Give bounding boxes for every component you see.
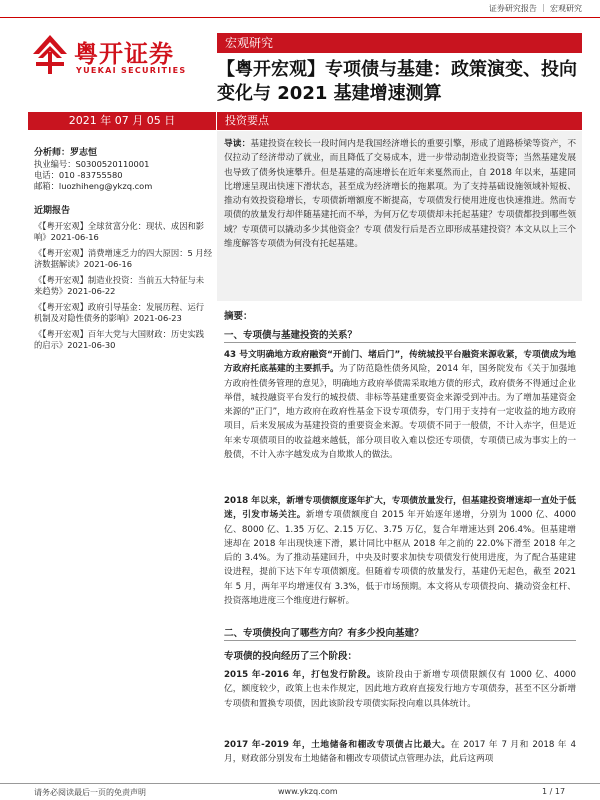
paragraph-4	[224, 738, 576, 767]
recent-report-item[interactable]: 《【粤开宏观】政府引导基金：发展历程、运行机制及对隐性债务的影响》2021-06-23	[34, 302, 205, 323]
summary-lead: 导读：	[224, 139, 251, 149]
section-2-subheading: 专项债的投向经历了三个阶段：	[224, 651, 358, 662]
paragraph-3-body: 该阶段由于新增专项债限额仅有 1000 亿、4000 亿，额度较少，政策上也未作规定，因此地方政府直接发行地方专项债券，甚至不区分新增专项债和置换专项债，因此该阶段专项债实际投向难以具体统计。	[224, 670, 576, 709]
page-number: 1 / 17	[542, 787, 566, 796]
category-banner: 宏观研究	[217, 33, 582, 53]
analyst-license: 执业编号：S0300520110001	[34, 159, 150, 169]
abstract-heading: 摘要：	[224, 311, 253, 322]
footer-divider	[0, 783, 600, 784]
paragraph-3	[224, 668, 576, 711]
summary-text	[224, 137, 576, 251]
paragraph-2-lead: 2018 年以来，新增专项债额度逐年扩大，专项债放量发行，但基建投资增速却一直处于低迷，引发市场关注。	[224, 496, 576, 521]
paragraph-1-lead: 43 号文明确地方政府融资“开前门、堵后门”，传统城投平台融资来源收紧，专项债成为地方政府托底基建的主要抓手。	[224, 350, 576, 375]
recent-report-item[interactable]: 《【粤开宏观】消费增速乏力的四大原因：5 月经济数据解读》2021-06-16	[34, 248, 213, 269]
paragraph-1	[224, 348, 576, 462]
report-date: 2021 年 07 月 05 日	[28, 112, 216, 130]
logo-english-name: YUEKAI SECURITIES	[76, 66, 187, 75]
paragraph-2	[224, 494, 576, 608]
footer-disclaimer: 请务必阅读最后一页的免责声明	[34, 788, 146, 797]
top-divider	[0, 17, 600, 18]
logo-mark-icon	[28, 32, 72, 76]
analyst-name: 分析师：罗志恒	[34, 148, 98, 158]
paragraph-4-lead: 2017 年-2019 年，土地储备和棚改专项债占比最大。	[224, 740, 451, 750]
summary-body: 基建投资在较长一段时间内是我国经济增长的重要引擎，形成了道路桥梁等资产，不仅拉动了经济带动了就业，而且降低了交易成本，进一步带动制造业投资等；当然基建发展也导致了债务快速攀升。但是基建的高速增长在近年来戛然而止，自 2018 年以来，基建同比增速呈现出快速下滑状态，甚至成为经济增长的拖累项。为了支持基础设施领域补短板、推动有效投资稳增长，专项债新增额度不断提高，专项债发行使用进度也快速推进。然而专项债的放量发行却伴随基建托而不举，为何万亿专项债却未托起基建？专项债都投到哪些领域？专项债可以撬动多少其他资金？专项 债发行后是否立即形成基建投资？本文从以上三个维度解答专项债为何没有托起基建。	[224, 139, 577, 250]
recent-report-item[interactable]: 《【粤开宏观】制造业投资：当前五大特征与未来趋势》2021-06-22	[34, 275, 205, 296]
left-column	[34, 148, 212, 356]
key-points-banner: 投资要点	[217, 112, 582, 130]
section-2-heading: 二、专项债投向了哪些方向？有多少投向基建？	[224, 628, 424, 639]
paragraph-2-body: 新增专项债额度自 2015 年开始逐年递增，分别为 1000 亿、4000 亿、8000 亿、1.35 万亿、2.15 万亿、3.75 万亿，复合年增速达到 206.4%。但基建增速却在 2018 年出现快速下滑，累计同比中枢从 2018 年之前的 22.0%下滑至 2018 年之后的 3.4%。为了推动基建回升，中央及时要求加快专项债发行使用进度，为了配合基建建设进程，提前下达下年专项债额度。但随着专项债的放量发行，基建仍无起色，截至 2021 年 5 月，两年平均增速仅有 3.3%，低于市场预期。本文将从专项债投向、撬动资金杠杆、投资落地进度三个维度进行解析。	[224, 510, 577, 607]
paragraph-3-lead: 2015 年-2016 年，打包发行阶段。	[224, 670, 377, 680]
recent-report-item[interactable]: 《【粤开宏观】百年大党与大国财政：历史实践的启示》2021-06-30	[34, 329, 205, 350]
recent-reports-heading: 近期报告	[34, 206, 71, 216]
footer-website[interactable]: www.ykzq.com	[278, 787, 338, 796]
recent-report-item[interactable]: 《【粤开宏观】全球贫富分化：现状、成因和影响》2021-06-16	[34, 221, 205, 242]
section-divider	[224, 640, 576, 641]
section-1-heading: 一、专项债与基建投资的关系？	[224, 330, 358, 341]
report-type-label: 证券研究报告 ｜ 宏观研究	[488, 4, 582, 13]
top-bar	[0, 0, 600, 18]
logo-chinese-name: 粤开证券	[74, 40, 174, 68]
analyst-phone: 电话：010 -83755580	[34, 170, 123, 180]
report-title: 【粤开宏观】专项债与基建：政策演变、投向变化与 2021 基建增速测算	[217, 59, 577, 104]
section-divider	[224, 342, 576, 343]
company-logo	[28, 32, 218, 82]
analyst-email[interactable]: 邮箱：luozhiheng@ykzq.com	[34, 181, 153, 191]
paragraph-1-body: 为了防范隐性债务风险，2014 年，国务院发布《关于加强地方政府性债务管理的意见》，明确地方政府举债需采取地方债的形式，政府债务不得通过企业举借，城投融资平台发行的城投债、非标等基建重要资金来源受到冲击。为了增加基建资金来源的“正门”，地方政府在政府性基金下设专项债券，专门用于支持有一定收益的地方政府项目，后来发展成为基建投资的重要资金来源。专项债不同于一般债，不计入赤字，但是近年来专项债项目的收益越来越低，部分项目收入难以偿还专项债，专项债已成为事实上的一般债，不计入赤字越发成为自欺欺人的做法。	[224, 364, 576, 461]
paragraph-4-body: 在 2017 年 7 月和 2018 年 4 月，财政部分别发布土地储备和棚改专项债试点管理办法，此后这两项	[224, 740, 577, 765]
